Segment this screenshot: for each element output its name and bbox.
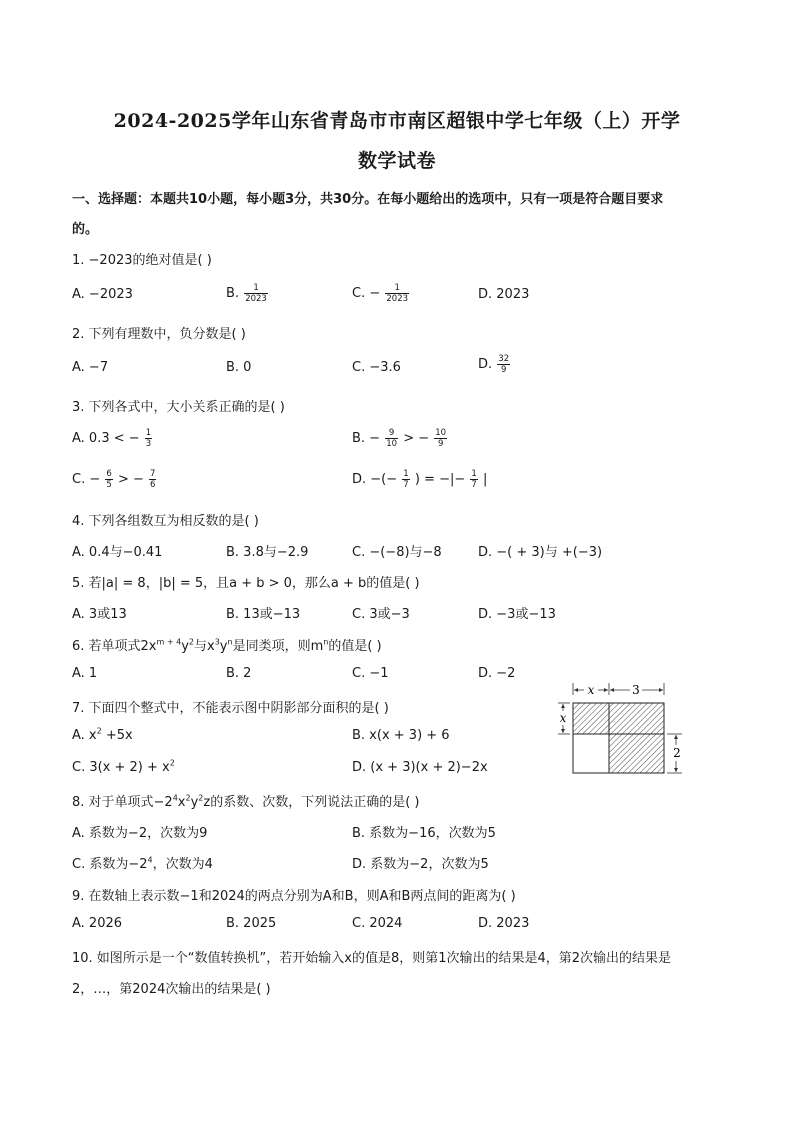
exponent: 2 xyxy=(198,793,204,803)
absolute-bar: | xyxy=(482,472,488,487)
question-8-option-b: B. 系数为−16，次数为5 xyxy=(352,826,496,841)
arrow-head xyxy=(659,688,663,692)
label-top-3: 3 xyxy=(632,683,640,697)
label-left-x: x xyxy=(559,711,567,725)
relation-sign: > − xyxy=(117,472,144,487)
exponent: 2 xyxy=(185,793,191,803)
option-text: A. x xyxy=(72,728,97,743)
question-7-stem: 7. 下面四个整式中，不能表示图中阴影部分面积的是( ) xyxy=(72,701,389,716)
question-1-option-a: A. −2023 xyxy=(72,287,133,302)
question-8-stem xyxy=(72,791,420,810)
denominator: 5 xyxy=(106,480,112,490)
stem-text: y xyxy=(190,795,199,810)
relation-sign: ) = −|− xyxy=(414,472,466,487)
question-3-option-c xyxy=(72,469,157,490)
option-label: D. xyxy=(478,357,493,372)
denominator: 2023 xyxy=(245,294,267,304)
exponent: 2 xyxy=(188,637,194,647)
relation-sign: > − xyxy=(403,431,430,446)
question-6-option-d: D. −2 xyxy=(478,666,516,681)
question-7-figure xyxy=(556,681,686,781)
question-3-option-a xyxy=(72,428,153,449)
denominator: 9 xyxy=(501,365,507,375)
option-label: C. − xyxy=(72,472,101,487)
question-9-option-c: C. 2024 xyxy=(352,916,403,931)
question-7-option-a xyxy=(72,728,133,743)
question-3-option-b xyxy=(352,428,448,449)
fraction xyxy=(244,283,268,304)
numerator: 9 xyxy=(385,428,398,439)
option-label: C. − xyxy=(352,286,381,301)
question-9-stem: 9. 在数轴上表示数−1和2024的两点分别为A和B，则A和B两点间的距离为( ) xyxy=(72,889,516,904)
label-top-x: x xyxy=(587,683,595,697)
fraction xyxy=(385,283,409,304)
question-7-option-b: B. x(x + 3) + 6 xyxy=(352,728,450,743)
exponent: m + 4 xyxy=(156,637,182,647)
arrow-head xyxy=(610,688,614,692)
option-text: C. 3(x + 2) + x xyxy=(72,760,170,775)
exponent: 4 xyxy=(147,855,153,865)
stem-text: 8. 对于单项式−2 xyxy=(72,795,173,810)
option-label: B. xyxy=(226,286,240,301)
question-2-option-c: C. −3.6 xyxy=(352,360,401,375)
question-1-stem: 1. −2023的绝对值是( ) xyxy=(72,253,212,268)
question-4-stem: 4. 下列各组数互为相反数的是( ) xyxy=(72,514,259,529)
question-4-option-d: D. −( + 3)与 +(−3) xyxy=(478,545,603,560)
shaded-square-x-by-x xyxy=(573,703,609,734)
stem-text: y xyxy=(181,639,189,654)
exam-title-line2: 数学试卷 xyxy=(357,150,436,172)
question-2-stem: 2. 下列有理数中，负分数是( ) xyxy=(72,327,246,342)
arrow-head xyxy=(561,729,565,733)
unshaded-rect-x-by-2 xyxy=(573,734,609,773)
exponent: 2 xyxy=(96,726,102,736)
option-label: D. −(− xyxy=(352,472,398,487)
stem-text: z的系数、次数，下列说法正确的是( ) xyxy=(203,795,420,810)
question-6-option-a: A. 1 xyxy=(72,666,98,681)
numerator: 32 xyxy=(498,354,510,364)
question-10-stem-line2: 2，…，第2024次输出的结果是( ) xyxy=(72,982,271,997)
question-1-option-d: D. 2023 xyxy=(478,287,530,302)
arrow-head xyxy=(561,704,565,708)
question-9-option-a: A. 2026 xyxy=(72,916,123,931)
question-2-option-a: A. −7 xyxy=(72,360,109,375)
question-4-option-c: C. −(−8)与−8 xyxy=(352,545,442,560)
question-3-option-d xyxy=(352,469,487,490)
denominator: 7 xyxy=(471,480,477,490)
numerator: 1 xyxy=(403,469,409,479)
exponent: n xyxy=(227,637,233,647)
stem-text: y xyxy=(219,639,228,654)
label-right-2: 2 xyxy=(673,746,681,760)
fraction xyxy=(105,469,112,490)
question-5-stem: 5. 若|a| = 8，|b| = 5，且a + b > 0，那么a + b的值是( ) xyxy=(72,576,420,591)
exam-title-line1: 2024-2025学年山东省青岛市市南区超银中学七年级（上）开学 xyxy=(113,110,681,132)
shaded-rect-3-by-x xyxy=(609,703,664,734)
numerator: 1 xyxy=(244,283,268,294)
question-2-option-d xyxy=(478,354,511,375)
option-label: A. 0.3 < − xyxy=(72,431,140,446)
denominator: 9 xyxy=(437,439,444,449)
question-8-option-a: A. 系数为−2，次数为9 xyxy=(72,826,208,841)
stem-text: 与x xyxy=(193,639,215,654)
question-8-option-c xyxy=(72,853,213,872)
denominator: 2023 xyxy=(386,294,409,304)
stem-text: 6. 若单项式2x xyxy=(72,639,157,654)
question-1-option-b xyxy=(226,283,269,304)
fraction xyxy=(497,354,510,375)
fraction xyxy=(402,469,409,490)
arrow-head xyxy=(674,735,678,739)
numerator: 7 xyxy=(150,469,156,479)
question-1-option-c xyxy=(352,283,410,304)
stem-text: x xyxy=(177,795,186,810)
arrow-head xyxy=(674,768,678,772)
exponent: n xyxy=(323,637,329,647)
fraction xyxy=(149,469,156,490)
question-4-option-b: B. 3.8与−2.9 xyxy=(226,545,309,560)
question-10-stem-line1: 10. 如图所示是一个“数值转换机”，若开始输入x的值是8，则第1次输出的结果是4，第2次输出的结果是 xyxy=(72,951,672,966)
question-7-option-d: D. (x + 3)(x + 2)−2x xyxy=(352,760,488,775)
exponent: 3 xyxy=(214,637,220,647)
section-heading-line2: 的。 xyxy=(72,222,99,237)
question-5-option-c: C. 3或−3 xyxy=(352,607,410,622)
numerator: 1 xyxy=(471,469,477,479)
option-text: C. 系数为−2 xyxy=(72,857,148,872)
exponent: 2 xyxy=(169,758,175,768)
question-6-stem xyxy=(72,635,382,654)
arrow-head xyxy=(574,688,578,692)
denominator: 7 xyxy=(403,480,409,490)
numerator: 6 xyxy=(106,469,112,479)
question-2-option-b: B. 0 xyxy=(226,360,252,375)
stem-text: 的值是( ) xyxy=(328,639,382,654)
question-5-option-d: D. −3或−13 xyxy=(478,607,556,622)
denominator: 3 xyxy=(145,439,152,449)
denominator: 10 xyxy=(386,439,398,449)
numerator: 10 xyxy=(435,428,447,438)
question-5-option-a: A. 3或13 xyxy=(72,607,127,622)
question-6-option-b: B. 2 xyxy=(226,666,252,681)
question-8-option-d: D. 系数为−2，次数为5 xyxy=(352,857,489,872)
question-6-option-c: C. −1 xyxy=(352,666,389,681)
numerator: 1 xyxy=(385,283,409,294)
arrow-head xyxy=(604,688,608,692)
fraction xyxy=(470,469,477,490)
question-9-option-b: B. 2025 xyxy=(226,916,277,931)
option-text: ，次数为4 xyxy=(152,857,213,872)
denominator: 6 xyxy=(150,480,156,490)
section-heading-line1: 一、选择题：本题共10小题，每小题3分，共30分。在每小题给出的选项中，只有一项是符合题目要求 xyxy=(72,192,664,207)
fraction xyxy=(434,428,447,449)
question-9-option-d: D. 2023 xyxy=(478,916,530,931)
fraction xyxy=(145,428,152,449)
option-text: +5x xyxy=(101,728,133,743)
option-label: B. − xyxy=(352,431,381,446)
question-7-option-c xyxy=(72,760,175,775)
question-3-stem: 3. 下列各式中，大小关系正确的是( ) xyxy=(72,400,285,415)
question-4-option-a: A. 0.4与−0.41 xyxy=(72,545,163,560)
exponent: 4 xyxy=(172,793,178,803)
question-5-option-b: B. 13或−13 xyxy=(226,607,301,622)
shaded-rect-3-by-2 xyxy=(609,734,664,773)
stem-text: 是同类项，则m xyxy=(232,639,324,654)
fraction xyxy=(385,428,398,449)
numerator: 1 xyxy=(145,428,152,438)
